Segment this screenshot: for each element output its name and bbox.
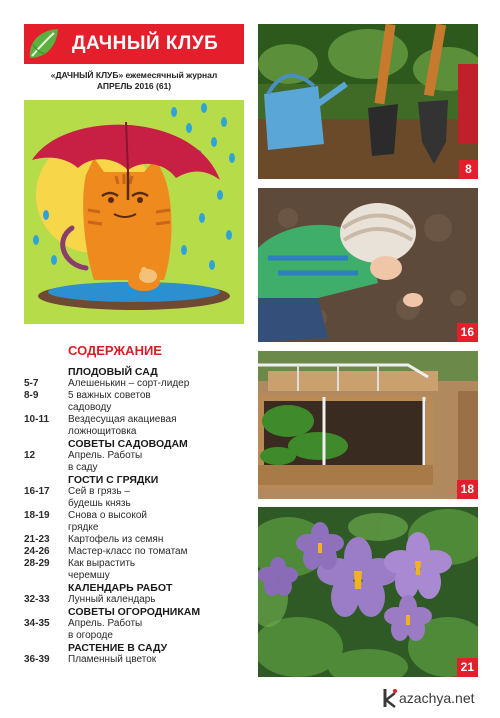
toc-entry	[24, 402, 254, 414]
toc-page-range: 32-33	[24, 594, 50, 605]
leaf-icon	[24, 24, 64, 64]
page-number-badge: 8	[459, 160, 478, 179]
toc-entry	[24, 390, 254, 402]
issue-date: АПРЕЛЬ 2016 (61)	[96, 81, 172, 91]
toc-entry-title: садоводу	[68, 402, 112, 413]
toc-page-range: 16-17	[24, 486, 50, 497]
toc-entry-title: в саду	[68, 462, 98, 473]
toc-section-title: СОВЕТЫ ОГОРОДНИКАМ	[68, 606, 201, 618]
toc-entry-title: Алешенькин – сорт-лидер	[68, 378, 190, 389]
toc-page-range	[24, 498, 68, 510]
magazine-title: ДАЧНЫЙ КЛУБ	[72, 33, 219, 54]
issue-description: «ДАЧНЫЙ КЛУБ» ежемесячный журнал	[50, 70, 218, 80]
toc-entry	[24, 510, 254, 522]
toc-entry	[24, 486, 254, 498]
watermark-k-logo	[382, 687, 398, 709]
toc-entry-title: Лунный календарь	[68, 594, 156, 605]
toc-entry-title: черемшу	[68, 570, 110, 581]
issue-info	[24, 70, 244, 92]
toc-entry	[24, 594, 254, 606]
photo-potato-flowers	[258, 507, 478, 677]
toc-entry-title: 5 важных советов	[68, 390, 151, 401]
toc-section-title: ГОСТИ С ГРЯДКИ	[68, 474, 159, 486]
page-number-badge: 16	[457, 323, 478, 342]
toc-page-range	[24, 570, 68, 582]
toc-page-range	[24, 402, 68, 414]
toc-entry-title: Картофель из семян	[68, 534, 164, 545]
toc-entry-title: Апрель. Работы	[68, 450, 143, 461]
toc-entry-title: будешь князь	[68, 498, 131, 509]
toc-section-title: КАЛЕНДАРЬ РАБОТ	[68, 582, 173, 594]
page-number-badge: 21	[457, 658, 478, 677]
toc-page-range	[24, 522, 68, 534]
toc-entry-title: ложнощитовка	[68, 426, 137, 437]
toc-entry-title: Сей в грязь –	[68, 486, 130, 497]
masthead	[24, 24, 244, 64]
toc-section-title: ПЛОДОВЫЙ САД	[68, 366, 158, 378]
toc-entry	[24, 558, 254, 570]
toc-entry	[24, 462, 254, 474]
toc-page-range	[24, 630, 68, 642]
toc-entry-title: Как вырастить	[68, 558, 136, 569]
photo-garden-tools	[258, 24, 478, 179]
photo-raised-beds	[258, 351, 478, 499]
toc-entry	[24, 546, 254, 558]
photo-child-planting	[258, 188, 478, 342]
toc-entry-title: грядке	[68, 522, 99, 533]
toc-entry	[24, 426, 254, 438]
toc-page-range: 28-29	[24, 558, 50, 569]
toc-entry	[24, 570, 254, 582]
toc-entry	[24, 534, 254, 546]
toc-section-title: РАСТЕНИЕ В САДУ	[68, 642, 168, 654]
toc-page-range: 21-23	[24, 534, 50, 545]
table-of-contents	[24, 366, 254, 666]
toc-entry-title: Снова о высокой	[68, 510, 147, 521]
cover-illustration	[24, 100, 244, 324]
toc-entry-title: Вездесущая акациевая	[68, 414, 177, 425]
toc-entry-title: Мастер-класс по томатам	[68, 546, 188, 557]
toc-page-range: 18-19	[24, 510, 50, 521]
toc-page-range: 8-9	[24, 390, 39, 401]
toc-entry	[24, 498, 254, 510]
toc-entry	[24, 522, 254, 534]
toc-page-range	[24, 426, 68, 438]
toc-entry	[24, 630, 254, 642]
toc-entry	[24, 414, 254, 426]
toc-page-range: 12	[24, 450, 36, 461]
toc-page-range: 36-39	[24, 654, 50, 665]
toc-page-range: 24-26	[24, 546, 50, 557]
toc-page-range	[24, 462, 68, 474]
toc-entry-title: Пламенный цветок	[68, 654, 157, 665]
toc-entry	[24, 618, 254, 630]
toc-entry	[24, 378, 254, 390]
toc-page-range: 10-11	[24, 414, 50, 425]
watermark	[382, 686, 475, 710]
toc-page-range: 5-7	[24, 378, 39, 389]
toc-entry-title: Апрель. Работы	[68, 618, 143, 629]
toc-heading: СОДЕРЖАНИЕ	[68, 343, 162, 358]
toc-entry	[24, 654, 254, 666]
toc-entry	[24, 450, 254, 462]
toc-entry-title: в огороде	[68, 630, 113, 641]
page-number-badge: 18	[457, 480, 478, 499]
toc-page-range: 34-35	[24, 618, 50, 629]
watermark-text: azachya.net	[399, 690, 475, 706]
toc-section-title: СОВЕТЫ САДОВОДАМ	[68, 438, 188, 450]
